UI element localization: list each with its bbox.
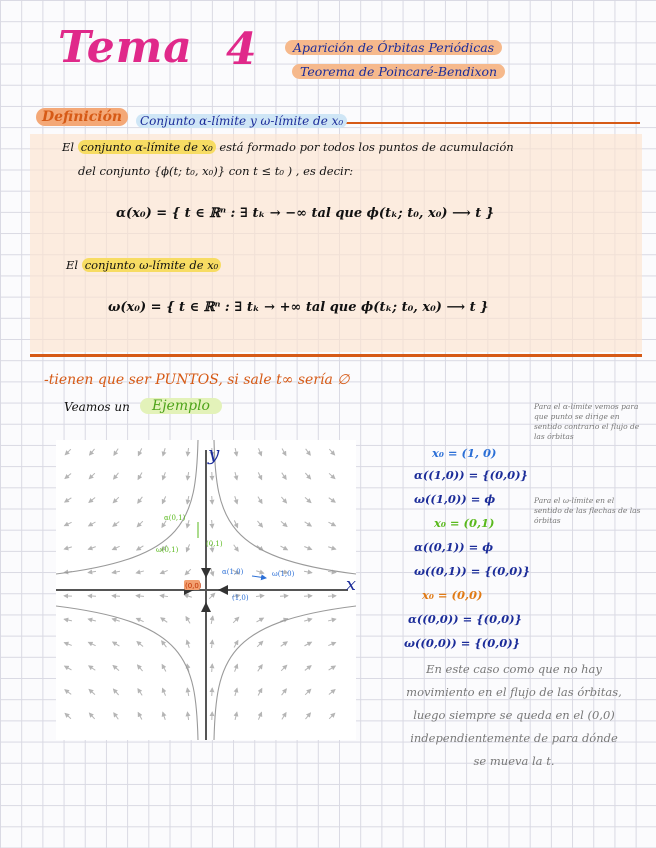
side-note-alpha: Para el α-límite vemos para que punto se dirige en sentido contrario el flujo de las órbitas xyxy=(534,402,640,441)
definition-subtitle: Conjunto α-límite y ω-límite de x₀ xyxy=(136,114,347,128)
field-arrow xyxy=(212,664,213,672)
phase-portrait xyxy=(56,440,356,740)
x-axis-label: x xyxy=(345,574,356,595)
field-arrow xyxy=(212,496,213,504)
origin-label: (0,0) xyxy=(185,582,202,590)
alpha-formula: α(x₀) = { t ∈ ℝⁿ : ∃ tₖ → −∞ tal que ϕ(tₖ; t₀, x₀) ⟶ t } xyxy=(116,206,495,221)
y-axis-label: y xyxy=(208,441,220,465)
page-title: Tema xyxy=(58,22,193,73)
line1-suffix: está formado por todos los puntos de acumulación xyxy=(219,140,514,154)
result-row: ω((0,1)) = {(0,0)} xyxy=(414,564,531,578)
alpha-limit-term: conjunto α-límite de x₀ xyxy=(78,140,216,154)
alpha-01-label: α(0,1) xyxy=(164,514,186,522)
omega-formula: ω(x₀) = { t ∈ ℝⁿ : ∃ tₖ → +∞ tal que ϕ(tₖ; t₀, x₀) ⟶ t } xyxy=(108,300,489,315)
result-row: ω((0,0)) = {(0,0)} xyxy=(404,636,521,650)
definition-tag: Definición xyxy=(36,108,128,126)
result-row: x₀ = (1, 0) xyxy=(432,446,497,460)
example-summary: En este caso como que no hay movimiento en el flujo de las órbitas, luego siempre se queda en el (0,0) independientemente de para dónde se mueva la t. xyxy=(406,662,622,768)
line1-prefix: El xyxy=(62,140,75,154)
result-row: α((0,1)) = ϕ xyxy=(414,540,494,554)
omega-limit-term: conjunto ω-límite de x₀ xyxy=(82,258,222,272)
alpha-10-label: α(1,0) xyxy=(222,568,244,576)
subtitle-2: Teorema de Poincaré-Bendixon xyxy=(292,64,505,79)
section-separator xyxy=(30,354,642,357)
result-row: α((0,0)) = {(0,0)} xyxy=(408,612,522,626)
omega-01-label: ω(0,1) xyxy=(156,546,179,554)
points-note: -tienen que ser PUNTOS, si sale t∞ sería ∅ xyxy=(44,372,350,388)
field-arrow xyxy=(280,596,288,597)
point-01-label: (0,1) xyxy=(206,540,223,548)
point-10-label: (1,0) xyxy=(232,594,249,602)
definition-line-2: del conjunto {ϕ(t; t₀, x₀)} con t ≤ t₀ ) , es decir: xyxy=(78,164,354,178)
result-row: ω((1,0)) = ϕ xyxy=(414,492,496,506)
example-label: Ejemplo xyxy=(140,398,222,414)
field-arrow xyxy=(112,596,120,597)
result-row: x₀ = (0,0) xyxy=(422,588,483,602)
definition-line-1 xyxy=(62,140,632,154)
result-row: x₀ = (0,1) xyxy=(434,516,495,530)
definition-line-3 xyxy=(66,258,221,272)
result-row: α((1,0)) = {(0,0)} xyxy=(414,468,528,482)
side-note-omega: Para el ω-límite en el sentido de las flechas de las órbitas xyxy=(534,496,641,525)
omega-10-label: ω(1,0) xyxy=(272,570,295,578)
veamos-text: Veamos un xyxy=(64,400,130,414)
line3-prefix: El xyxy=(66,258,79,272)
title-number: 4 xyxy=(226,24,257,75)
subtitle-1: Aparición de Órbitas Periódicas xyxy=(285,40,502,55)
